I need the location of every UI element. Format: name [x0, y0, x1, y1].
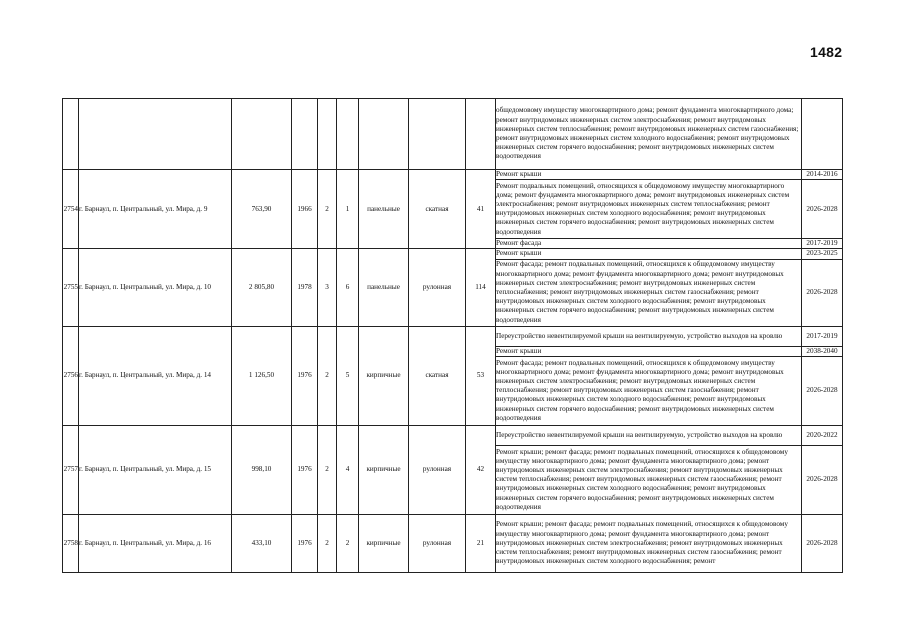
work-description: Переустройство невентилируемой крыши на вентилируемую, устройство выходов на кровлю	[496, 425, 802, 445]
building-area: 433,10	[232, 514, 292, 572]
build-year: 1976	[292, 326, 318, 425]
roof-type	[409, 99, 466, 170]
building-number: 2754	[63, 170, 79, 249]
work-description: Ремонт крыши	[496, 170, 802, 180]
building-area	[232, 99, 292, 170]
table-row	[63, 249, 843, 259]
roof-type: скатная	[409, 170, 466, 249]
entrance-count: 5	[337, 326, 359, 425]
build-year: 1976	[292, 514, 318, 572]
page-number: 1482	[810, 44, 843, 60]
floor-count: 2	[318, 170, 337, 249]
roof-type: рулонная	[409, 249, 466, 326]
building-area: 763,90	[232, 170, 292, 249]
building-area: 1 126,50	[232, 326, 292, 425]
building-address: г. Барнаул, п. Центральный, ул. Мира, д. 10	[79, 249, 232, 326]
entrance-count: 6	[337, 249, 359, 326]
table-row	[63, 326, 843, 346]
entrance-count	[337, 99, 359, 170]
entrance-count: 4	[337, 425, 359, 514]
wall-material	[359, 99, 409, 170]
wall-material: кирпичные	[359, 514, 409, 572]
resident-count	[466, 99, 496, 170]
roof-type: рулонная	[409, 425, 466, 514]
building-address: г. Барнаул, п. Центральный, ул. Мира, д. 14	[79, 326, 232, 425]
work-description: Ремонт крыши	[496, 249, 802, 259]
work-period: 2017-2019	[802, 239, 843, 249]
work-period: 2017-2019	[802, 326, 843, 346]
floor-count: 3	[318, 249, 337, 326]
work-period: 2023-2025	[802, 249, 843, 259]
capital-repair-table	[62, 98, 843, 573]
table-row	[63, 170, 843, 180]
building-area: 998,10	[232, 425, 292, 514]
work-description: Ремонт фасада; ремонт подвальных помещений, относящихся к общедомовому имуществу многоквартирного дома; ремонт фундамента многоквартирного дома; ремонт внутридомовых инженерных систем электроснабжения; ремонт внутридомовых инженерных систем теплоснабжения; ремонт внутридомовых инженерных систем газоснабжения; ремонт внутридомовых инженерных систем холодного водоснабжения; ремонт внутридомовых инженерных систем горячего водоснабжения; ремонт внутридомовых инженерных систем водоотведения	[496, 356, 802, 425]
table-row	[63, 514, 843, 572]
work-period: 2026-2028	[802, 356, 843, 425]
building-area: 2 805,80	[232, 249, 292, 326]
work-description: Переустройство невентилируемой крыши на вентилируемую, устройство выходов на кровлю	[496, 326, 802, 346]
work-description: общедомовому имуществу многоквартирного дома; ремонт фундамента многоквартирного дома; ремонт внутридомовых инженерных систем электроснабжения; ремонт внутридомовых инженерных систем теплоснабжения; ремонт внутридомовых инженерных систем газоснабжения; ремонт внутридомовых инженерных систем холодного водоснабжения; ремонт внутридомовых инженерных систем горячего водоснабжения; ремонт внутридомовых инженерных систем водоотведения	[496, 99, 802, 170]
floor-count: 2	[318, 326, 337, 425]
roof-type: скатная	[409, 326, 466, 425]
work-period: 2026-2028	[802, 514, 843, 572]
entrance-count: 2	[337, 514, 359, 572]
resident-count: 53	[466, 326, 496, 425]
wall-material: панельные	[359, 170, 409, 249]
build-year	[292, 99, 318, 170]
work-period: 2026-2028	[802, 180, 843, 239]
build-year: 1976	[292, 425, 318, 514]
table-row	[63, 99, 843, 170]
work-description: Ремонт фасада; ремонт подвальных помещений, относящихся к общедомовому имуществу многоквартирного дома; ремонт фундамента многоквартирного дома; ремонт внутридомовых инженерных систем электроснабжения; ремонт внутридомовых инженерных систем теплоснабжения; ремонт внутридомовых инженерных систем газоснабжения; ремонт внутридомовых инженерных систем холодного водоснабжения; ремонт внутридомовых инженерных систем горячего водоснабжения; ремонт внутридомовых инженерных систем водоотведения	[496, 259, 802, 326]
work-period: 2026-2028	[802, 445, 843, 514]
work-period: 2014-2016	[802, 170, 843, 180]
resident-count: 114	[466, 249, 496, 326]
resident-count: 41	[466, 170, 496, 249]
floor-count: 2	[318, 514, 337, 572]
work-description: Ремонт крыши; ремонт фасада; ремонт подвальных помещений, относящихся к общедомовому имуществу многоквартирного дома; ремонт фундамента многоквартирного дома; ремонт внутридомовых инженерных систем электроснабжения; ремонт внутридомовых инженерных систем теплоснабжения; ремонт внутридомовых инженерных систем газоснабжения; ремонт внутридомовых инженерных систем холодного водоснабжения; ремонт внутридомовых инженерных систем горячего водоснабжения; ремонт внутридомовых инженерных систем водоотведения	[496, 445, 802, 514]
work-description: Ремонт фасада	[496, 239, 802, 249]
building-number: 2758	[63, 514, 79, 572]
building-number: 2755	[63, 249, 79, 326]
building-address: г. Барнаул, п. Центральный, ул. Мира, д. 16	[79, 514, 232, 572]
work-description: Ремонт подвальных помещений, относящихся к общедомовому имуществу многоквартирного дома; ремонт фундамента многоквартирного дома; ремонт внутридомовых инженерных систем электроснабжения; ремонт внутридомовых инженерных систем теплоснабжения; ремонт внутридомовых инженерных систем холодного водоснабжения; ремонт внутридомовых инженерных систем горячего водоснабжения; ремонт внутридомовых инженерных систем водоотведения	[496, 180, 802, 239]
work-description: Ремонт крыши	[496, 346, 802, 356]
building-address: г. Барнаул, п. Центральный, ул. Мира, д. 15	[79, 425, 232, 514]
work-period: 2038-2040	[802, 346, 843, 356]
floor-count: 2	[318, 425, 337, 514]
building-number	[63, 99, 79, 170]
building-address	[79, 99, 232, 170]
work-period: 2026-2028	[802, 259, 843, 326]
roof-type: рулонная	[409, 514, 466, 572]
building-number: 2756	[63, 326, 79, 425]
work-description: Ремонт крыши; ремонт фасада; ремонт подвальных помещений, относящихся к общедомовому имуществу многоквартирного дома; ремонт фундамента многоквартирного дома; ремонт внутридомовых инженерных систем электроснабжения; ремонт внутридомовых инженерных систем теплоснабжения; ремонт внутридомовых инженерных систем газоснабжения; ремонт внутридомовых инженерных систем холодного водоснабжения; ремонт	[496, 514, 802, 572]
wall-material: кирпичные	[359, 425, 409, 514]
wall-material: кирпичные	[359, 326, 409, 425]
build-year: 1966	[292, 170, 318, 249]
floor-count	[318, 99, 337, 170]
building-number: 2757	[63, 425, 79, 514]
build-year: 1978	[292, 249, 318, 326]
wall-material: панельные	[359, 249, 409, 326]
resident-count: 21	[466, 514, 496, 572]
table-row	[63, 425, 843, 445]
work-period	[802, 99, 843, 170]
building-address: г. Барнаул, п. Центральный, ул. Мира, д. 9	[79, 170, 232, 249]
work-period: 2020-2022	[802, 425, 843, 445]
entrance-count: 1	[337, 170, 359, 249]
resident-count: 42	[466, 425, 496, 514]
